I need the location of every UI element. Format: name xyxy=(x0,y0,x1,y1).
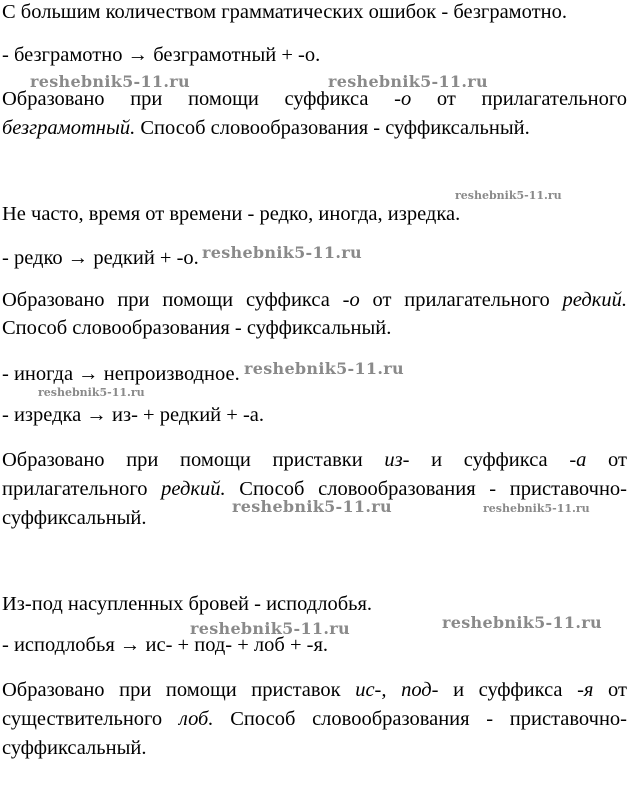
block3-heading: Из-под насупленных бровей - исподлобья. xyxy=(2,593,373,615)
block1-explanation-line2: безграмотный. Способ словообразования - суффиксальный. xyxy=(2,117,530,139)
block3-explanation-line2: существительного лоб. Способ словообразования - приставочно- xyxy=(2,708,628,730)
watermark: reshebnik5-11.ru xyxy=(202,243,362,262)
block2-explanation1-line1: Образовано при помощи суффикса -о от прилагательного редкий. xyxy=(2,289,627,311)
watermark: reshebnik5-11.ru xyxy=(30,72,190,91)
block2-explanation1-line2: Способ словообразования - суффиксальный. xyxy=(2,317,392,339)
block1-derivation: - безграмотно → безграмотный + -о. xyxy=(2,44,321,66)
watermark: reshebnik5-11.ru xyxy=(328,72,488,91)
block2-derivation1: - редко → редкий + -о. xyxy=(2,247,199,269)
block1-heading: С большим количеством грамматических ошибок - безграмотно. xyxy=(2,1,567,23)
watermark: reshebnik5-11.ru xyxy=(483,502,590,515)
watermark: reshebnik5-11.ru xyxy=(38,386,145,399)
watermark: reshebnik5-11.ru xyxy=(442,613,602,632)
block2-explanation2-line2: прилагательного редкий. Способ словообразования - приставочно- xyxy=(2,478,627,500)
block2-explanation2-line3: суффиксальный. xyxy=(2,507,147,529)
watermark: reshebnik5-11.ru xyxy=(455,189,562,202)
watermark: reshebnik5-11.ru xyxy=(232,497,392,516)
block2-derivation3: - изредка → из- + редкий + -а. xyxy=(2,404,265,426)
block3-explanation-line3: суффиксальный. xyxy=(2,737,147,759)
block2-derivation2: - иногда → непроизводное. xyxy=(2,363,240,385)
block3-derivation: - исподлобья → ис- + под- + лоб + -я. xyxy=(2,634,329,656)
block2-heading: Не часто, время от времени - редко, иногда, изредка. xyxy=(2,203,461,225)
watermark: reshebnik5-11.ru xyxy=(190,619,350,638)
block2-explanation2-line1: Образовано при помощи приставки из- и суффикса -а от xyxy=(2,449,627,471)
block3-explanation-line1: Образовано при помощи приставок ис-, под- и суффикса -я от xyxy=(2,679,627,701)
block1-explanation-line1: Образовано при помощи суффикса -о от прилагательного xyxy=(2,88,627,110)
watermark: reshebnik5-11.ru xyxy=(244,359,404,378)
